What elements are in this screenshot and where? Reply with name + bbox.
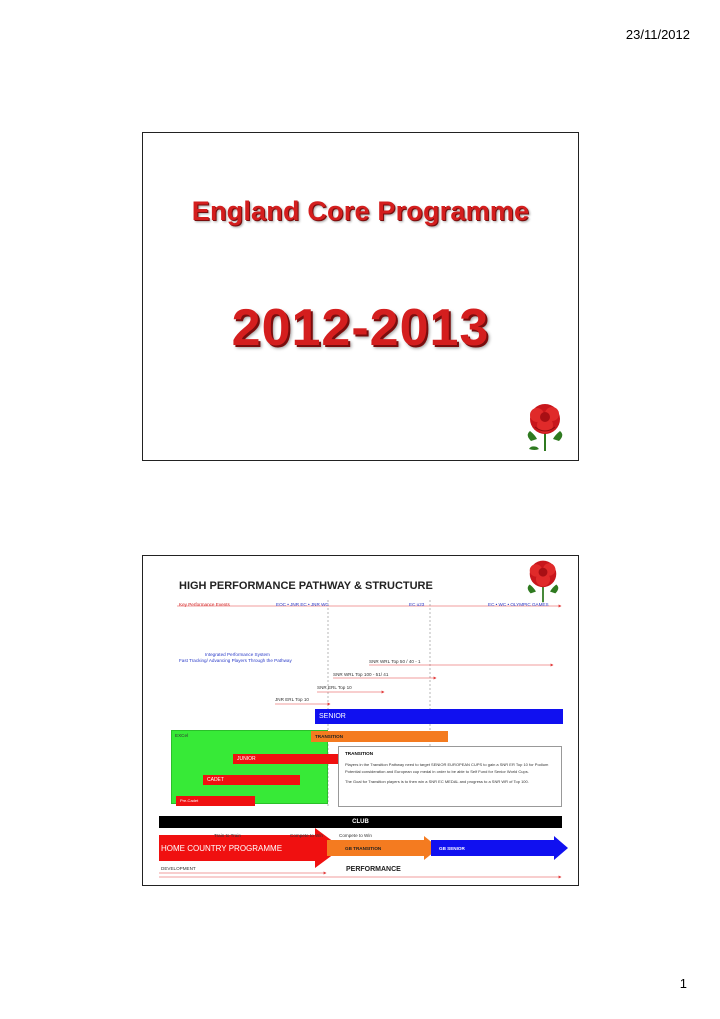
info-paragraph-2: The Goal for Transition players is to then win a SNR EC MEDAL and progress to a SNR WR of Top 100. [345, 779, 529, 784]
stage-2: Compete to Win [290, 833, 323, 838]
info-paragraph-1: Players in the Transition Pathway need to target SENIOR EUROPEAN CUPS to gain a SNR ER Top 10 for Podium Potential consideration and European cup medal in order to be able to Self Fund for Senior World Cups. [345, 762, 549, 774]
junior-bar: JUNIOR [233, 754, 344, 764]
target-3: SNR ERL Top 10 [317, 685, 352, 690]
target-4: JNR ERL Top 10 [275, 697, 309, 702]
slide-title [142, 132, 579, 461]
stage-3: Compete to Win [339, 833, 372, 838]
slide-title-heading: England Core Programme [191, 196, 530, 226]
excel-label: EXCel [175, 733, 189, 738]
gb-senior-label: GB SENIOR [439, 846, 465, 851]
development-label: DEVELOPMENT [161, 866, 196, 871]
england-rose-icon [523, 401, 567, 453]
slide-pathway [142, 555, 579, 886]
senior-bar: SENIOR [315, 709, 563, 724]
transition-bar: TRANSITION [311, 731, 448, 742]
gb-transition-arrow [327, 836, 439, 860]
pre-cadet-bar: Pre-Cadet [176, 796, 255, 806]
milestone-3: EC • WC • OLYMPIC GAMES [488, 602, 549, 607]
transition-info-box [338, 746, 562, 807]
ips-subtitle: Fast Tracking/ Advancing Players Through the Pathway [179, 658, 292, 663]
page-number: 1 [679, 976, 687, 991]
excel-box [171, 730, 328, 804]
print-date: 23/11/2012 [625, 27, 690, 42]
milestone-1: EOC • JNR EC • JNR WC [276, 602, 329, 607]
target-1: SNR WRL Top 50 / 40 - 1 [369, 659, 421, 664]
home-country-label: HOME COUNTRY PROGRAMME [161, 844, 283, 853]
performance-label: PERFORMANCE [346, 866, 401, 873]
info-heading: TRANSITION [345, 751, 374, 756]
slide-year-heading: 2012-2013 [231, 299, 490, 357]
key-events-label: Key Performance Events [179, 602, 230, 607]
cadet-bar: CADET [203, 775, 300, 785]
ips-title: Integrated Performance System [205, 652, 270, 657]
gb-transition-label: GB TRANSITION [345, 846, 382, 851]
milestone-2: EC u23 [409, 602, 425, 607]
club-bar: CLUB [159, 816, 562, 828]
stage-1: Train to Train [214, 833, 241, 838]
target-2: SNR WRL Top 100 - 51/ 41 [333, 672, 389, 677]
pathway-title: HIGH PERFORMANCE PATHWAY & STRUCTURE [179, 580, 433, 592]
